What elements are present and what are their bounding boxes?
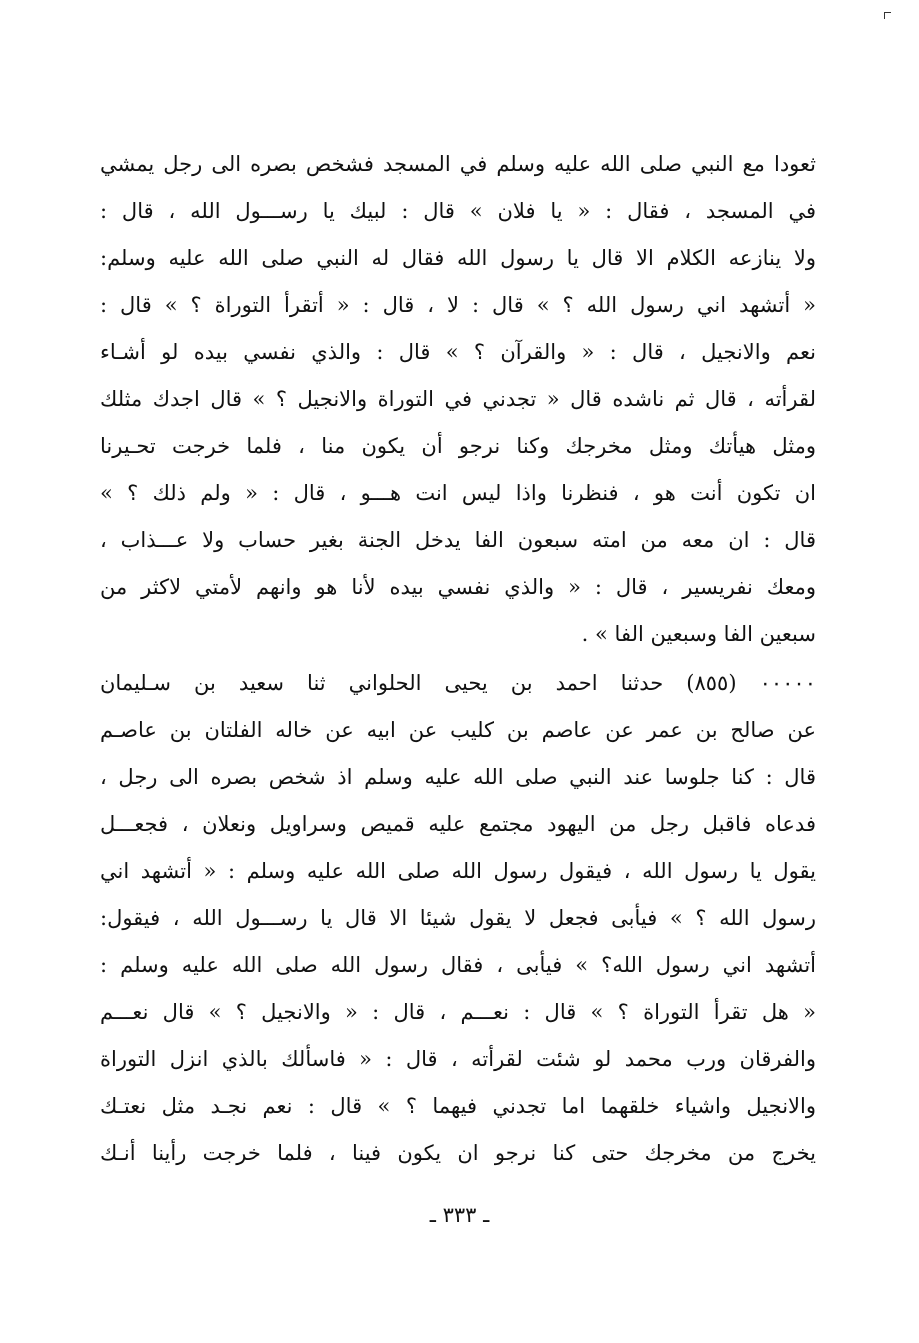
text-line: « هل تقرأ التوراة ؟ » قال : نعـــم ، قال : « والانجيل ؟ » قال نعـــم [100,1000,816,1024]
text-line: أتشهد اني رسول الله؟ » فيأبى ، فقال رسول الله صلى الله عليه وسلم : [100,953,816,977]
paragraph-2 [100,660,816,1177]
text-line: ان تكون أنت هو ، فنظرنا واذا ليس انت هـــو ، قال : « ولم ذلك ؟ » [100,481,816,505]
text-line: فدعاه فاقبل رجل من اليهود مجتمع عليه قميص وسراويل ونعلان ، فجعـــل [100,812,816,836]
text-line: ومعك نفريسير ، قال : « والذي نفسي بيده لأنا هو وانهم لأمتي لاكثر من [100,575,816,599]
text-line: ثعودا مع النبي صلى الله عليه وسلم في المسجد فشخص بصره الى رجل يمشي [100,152,816,176]
text-line: نعم والانجيل ، قال : « والقرآن ؟ » قال : والذي نفسي بيده لو أشـاء [100,340,816,364]
text-line: يقول يا رسول الله ، فيقول رسول الله صلى الله عليه وسلم : « أتشهد اني [100,859,816,883]
paragraph-1 [100,141,816,658]
text-line: ولا ينازعه الكلام الا قال يا رسول الله فقال له النبي صلى الله عليه وسلم: [100,246,816,270]
text-line: سبعين الفا وسبعين الفا » . [581,622,816,646]
text-line: لقرأته ، قال ثم ناشده قال « تجدني في التوراة والانجيل ؟ » قال اجدك مثلك [100,387,816,411]
text-line: « أتشهد اني رسول الله ؟ » قال : لا ، قال : « أتقرأ التوراة ؟ » قال : [100,293,816,317]
page-number: ـ ٣٣٣ ـ [429,1203,490,1227]
text-line: في المسجد ، فقال : « يا فلان » قال : لبيك يا رســـول الله ، قال : [100,199,816,223]
text-line: ومثل هيأتك ومثل مخرجك وكنا نرجو أن يكون منا ، فلما خرجت تحـيرنا [100,434,816,458]
text-line: ٠٠٠٠٠ (٨٥٥) حدثنا احمد بن يحيى الحلواني ثنا سعيد بن سـليمان [100,671,816,695]
text-line: رسول الله ؟ » فيأبى فجعل لا يقول شيئا الا قال يا رســـول الله ، فيقول: [100,906,816,930]
text-line: والفرقان ورب محمد لو شئت لقرأته ، قال : « فاسألك بالذي انزل التوراة [100,1047,816,1071]
text-line: قال : كنا جلوسا عند النبي صلى الله عليه وسلم اذ شخص بصره الى رجل ، [100,765,816,789]
text-line: يخرج من مخرجك حتى كنا نرجو ان يكون فينا ، فلما خرجت رأينا أنـك [100,1141,816,1165]
text-line: قال : ان معه من امته سبعون الفا يدخل الجنة بغير حساب ولا عـــذاب ، [100,528,816,552]
corner-mark [884,12,891,19]
text-line: والانجيل واشياء خلقهما اما تجدني فيهما ؟ » قال : نعم نجـد مثل نعتـك [100,1094,816,1118]
text-line: عن صالح بن عمر عن عاصم بن كليب عن ابيه عن خاله الفلتان بن عاصـم [100,718,816,742]
